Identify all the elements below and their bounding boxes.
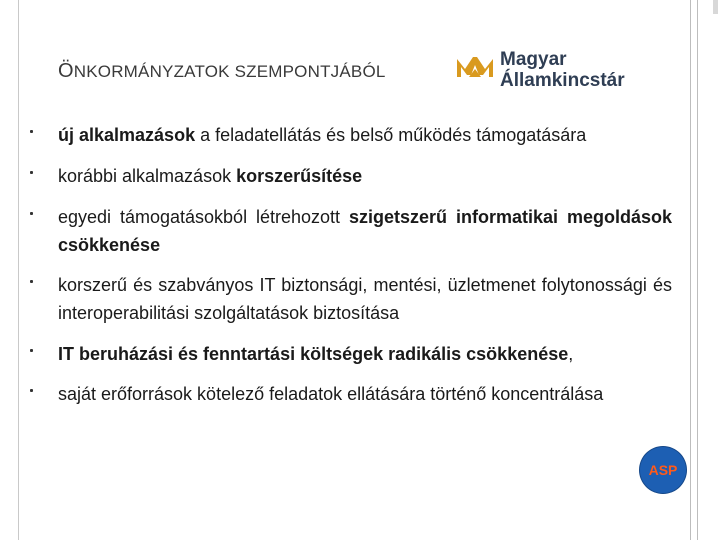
crown-logo-icon bbox=[455, 53, 495, 81]
slide-title bbox=[58, 60, 386, 83]
logo-text-line-2: Államkincstár bbox=[500, 70, 625, 91]
title-rest: NKORMÁNYZATOK SZEMPONTJÁBÓL bbox=[73, 62, 386, 81]
logo-text-line-1: Magyar bbox=[500, 49, 567, 70]
right-border-rule bbox=[690, 0, 691, 540]
magyar-allamkincstar-logo bbox=[455, 48, 630, 94]
bullet-3-bold: szigetszerű informatikai megoldások csökkenése bbox=[58, 207, 672, 255]
bullet-5-regular: , bbox=[568, 344, 574, 364]
bullet-dot bbox=[30, 130, 33, 133]
bullet-1-bold: új alkalmazások bbox=[58, 125, 196, 145]
bullet-dot bbox=[30, 349, 33, 352]
bullet-5-bold: IT beruházási és fenntartási költségek radikális csökkenése bbox=[58, 344, 569, 364]
bullet-1-regular: a feladatellátás és belső működés támogatására bbox=[195, 125, 587, 145]
bullet-4-regular: korszerű és szabványos IT biztonsági, mentési, üzletmenet folytonossági és interoperabilitási szolgáltatások biztosítása bbox=[58, 275, 672, 323]
bullet-dot bbox=[30, 280, 33, 283]
bullet-2-bold: korszerűsítése bbox=[236, 166, 363, 186]
bullet-dot bbox=[30, 389, 33, 392]
title-first-letter: Ö bbox=[58, 60, 74, 82]
right-border-rule-inner bbox=[697, 0, 698, 540]
bullet-2-regular: korábbi alkalmazások bbox=[58, 166, 237, 186]
left-border-rule bbox=[18, 0, 19, 540]
asp-badge bbox=[640, 447, 686, 493]
asp-badge-label: ASP bbox=[648, 462, 678, 478]
bullet-dot bbox=[30, 171, 33, 174]
corner-mark bbox=[713, 0, 718, 14]
bullet-6-regular: saját erőforrások kötelező feladatok ellátására történő koncentrálása bbox=[58, 384, 604, 404]
bullet-dot bbox=[30, 212, 33, 215]
bullet-3-regular: egyedi támogatásokból létrehozott bbox=[58, 207, 350, 227]
